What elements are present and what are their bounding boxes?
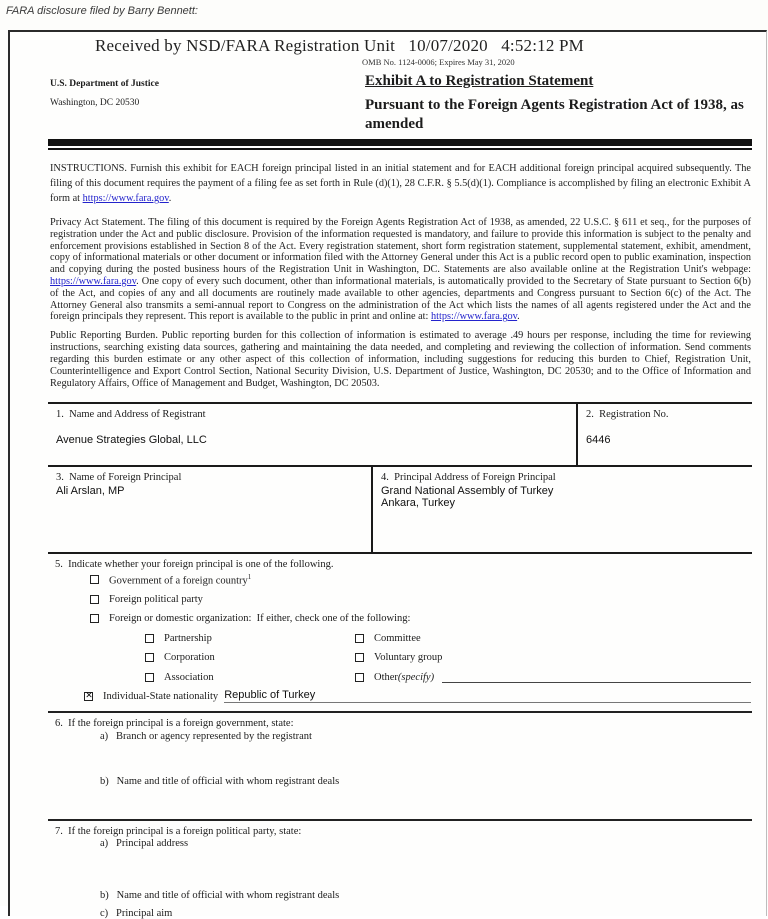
option-label: Corporation — [164, 652, 215, 664]
check-mark-icon: ✕ — [85, 691, 93, 702]
option-label: Partnership — [164, 632, 212, 644]
sub-option-row — [145, 648, 751, 668]
option-label: Foreign political party — [109, 593, 203, 605]
field-label: 1. Name and Address of Registrant — [56, 409, 206, 421]
section-divider — [48, 711, 752, 713]
option-label: Voluntary group — [374, 652, 443, 664]
item5-section — [10, 559, 766, 707]
registration-no-value: 6446 — [586, 434, 611, 447]
field-label: 3. Name of Foreign Principal — [56, 472, 182, 484]
option-label: Foreign or domestic organization: If either, check one of the following: — [109, 613, 411, 625]
sub-option-row — [145, 629, 751, 649]
checkbox-individual-checked[interactable] — [84, 692, 93, 701]
header-divider-bar — [48, 139, 752, 150]
instructions-tail: . — [168, 193, 172, 204]
item7a-label: a) Principal address — [100, 837, 189, 849]
title-block — [365, 73, 766, 134]
field-registrant-name — [48, 404, 576, 465]
checkbox-corporation[interactable] — [145, 653, 154, 662]
foreign-principal-address-line2: Ankara, Turkey — [381, 497, 455, 510]
registrant-name-value: Avenue Strategies Global, LLC — [56, 434, 207, 447]
option-organization — [90, 609, 766, 629]
form-document — [8, 30, 767, 919]
option-label: Individual-State nationality — [103, 691, 219, 703]
checkbox-government[interactable] — [90, 575, 99, 584]
registrant-table — [48, 402, 752, 554]
item7-section — [10, 826, 766, 919]
item6-section — [10, 718, 766, 815]
field-label: 2. Registration No. — [586, 409, 669, 421]
foreign-principal-address-line1: Grand National Assembly of Turkey — [381, 485, 554, 498]
item7-label: 7. If the foreign principal is a foreign political party, state: — [55, 825, 302, 837]
reporting-burden-paragraph: Public Reporting Burden. Public reporting burden for this collection of information is estimated to average .49 hours per response, including the time for reviewing instructions, searching existing data sources, gathering and maintaining the data needed, and completing and reviewing the collection of information. Send comments regarding this burden estimate or any other aspect of this collection of information, including suggestions for reducing this burden to Chief, Registration Unit, Counterintelligence and Export Control Section, National Security Division, U.S. Department of Justice, Washington, DC 20530; and to the Office of Information and Regulatory Affairs, Office of Management and Budget, Washington, DC 20503. — [50, 330, 751, 390]
option-label: Other — [374, 671, 398, 683]
option-label: Committee — [374, 632, 421, 644]
fara-gov-link[interactable]: https://www.fara.gov — [82, 193, 169, 204]
privacy-text-2: . One copy of every such document, other than informational materials, is automatically provided to the Secretary of State pursuant to Section 6(b) of the Act, and copies of any and all documents are routinely made available to other agencies, departments and Congress pursuant to Section 6(c) of the Act. The Attorney General also transmits a semi-annual report to Congress on the administration of the Act which lists the names of all agents registered under the Act and the foreign principals they represent. This report is available to the public in print and online at: — [50, 275, 751, 323]
agency-address: Washington, DC 20530 — [50, 98, 140, 108]
item6a-label: a) Branch or agency represented by the registrant — [100, 730, 312, 742]
nationality-value: Republic of Turkey — [224, 689, 316, 702]
footnote-ref: 1 — [247, 573, 252, 582]
checkbox-voluntary-group[interactable] — [355, 653, 364, 662]
field-foreign-principal-name — [48, 467, 371, 552]
instructions-text: INSTRUCTIONS. Furnish this exhibit for EACH foreign principal listed in an initial statement and for EACH additional foreign principal acquired subsequently. The filing of this document requires the payment of a filing fee as set forth in Rule (d)(1), 28 C.F.R. § 5.5(d)(1). Compliance is accomplished by filing an electronic Exhibit A form at — [50, 163, 751, 204]
privacy-text-1: Privacy Act Statement. The filing of this document is required by the Foreign Agents Registration Act of 1938, as amended, 22 U.S.C. § 611 et seq., for the purposes of registration under the Act and public disclosure. Provision of the information requested is mandatory, and failure to provide this information is subject to the penalty and enforcement provisions established in Section 8 of the Act. Every registration statement, short form registration statement, supplemental statement, exhibit, amendment, copy of informational materials or other document or information filed with the Attorney General under this Act is a public record open to public examination, inspection and copying during the posted business hours of the Registration Unit in Washington, DC. Statements are also available online at the Registration Unit's webpage: — [50, 217, 751, 276]
other-specify-input[interactable] — [442, 671, 751, 683]
foreign-principal-name-value: Ali Arslan, MP — [56, 485, 125, 498]
option-government — [90, 570, 766, 590]
checkbox-committee[interactable] — [355, 634, 364, 643]
privacy-act-paragraph — [50, 217, 751, 323]
field-label: 4. Principal Address of Foreign Principal — [381, 472, 556, 484]
fara-gov-link[interactable]: https://www.fara.gov — [430, 311, 518, 323]
agency-block — [50, 73, 365, 134]
option-label: Association — [164, 671, 214, 683]
field-registration-no — [576, 404, 752, 465]
item6-label: 6. If the foreign principal is a foreign government, state: — [55, 717, 294, 729]
form-subtitle: Pursuant to the Foreign Agents Registration Act of 1938, as amended — [365, 97, 744, 132]
option-political-party — [90, 590, 766, 610]
option-individual — [84, 687, 766, 707]
privacy-text-3: . — [517, 311, 520, 323]
page-caption: FARA disclosure filed by Barry Bennett: — [6, 5, 198, 17]
item7c-label: c) Principal aim — [100, 907, 173, 919]
fara-gov-link[interactable]: https://www.fara.gov — [50, 275, 137, 287]
item5-label: 5. Indicate whether your foreign principal is one of the following. — [55, 559, 334, 571]
omb-number: OMB No. 1124-0006; Expires May 31, 2020 — [362, 57, 515, 67]
checkbox-association[interactable] — [145, 673, 154, 682]
checkbox-other[interactable] — [355, 673, 364, 682]
table-row — [48, 467, 752, 552]
option-label-specify: (specify) — [397, 671, 435, 683]
checkbox-political-party[interactable] — [90, 595, 99, 604]
item6b-label: b) Name and title of official with whom registrant deals — [100, 775, 340, 787]
nationality-input[interactable] — [224, 690, 751, 703]
item7b-label: b) Name and title of official with whom registrant deals — [100, 889, 340, 901]
sub-option-row — [145, 668, 751, 688]
section-divider — [48, 819, 752, 821]
checkbox-organization[interactable] — [90, 614, 99, 623]
option-label: Government of a foreign country$^1$ — [109, 573, 252, 587]
form-title: Exhibit A to Registration Statement — [365, 73, 594, 89]
received-stamp: Received by NSD/FARA Registration Unit 10/07/2020 4:52:12 PM — [95, 36, 584, 55]
checkbox-partnership[interactable] — [145, 634, 154, 643]
agency-name: U.S. Department of Justice — [50, 79, 159, 89]
table-row — [48, 404, 752, 467]
form-header — [10, 73, 766, 134]
field-foreign-principal-address — [371, 467, 752, 552]
instructions-paragraph — [50, 161, 751, 206]
